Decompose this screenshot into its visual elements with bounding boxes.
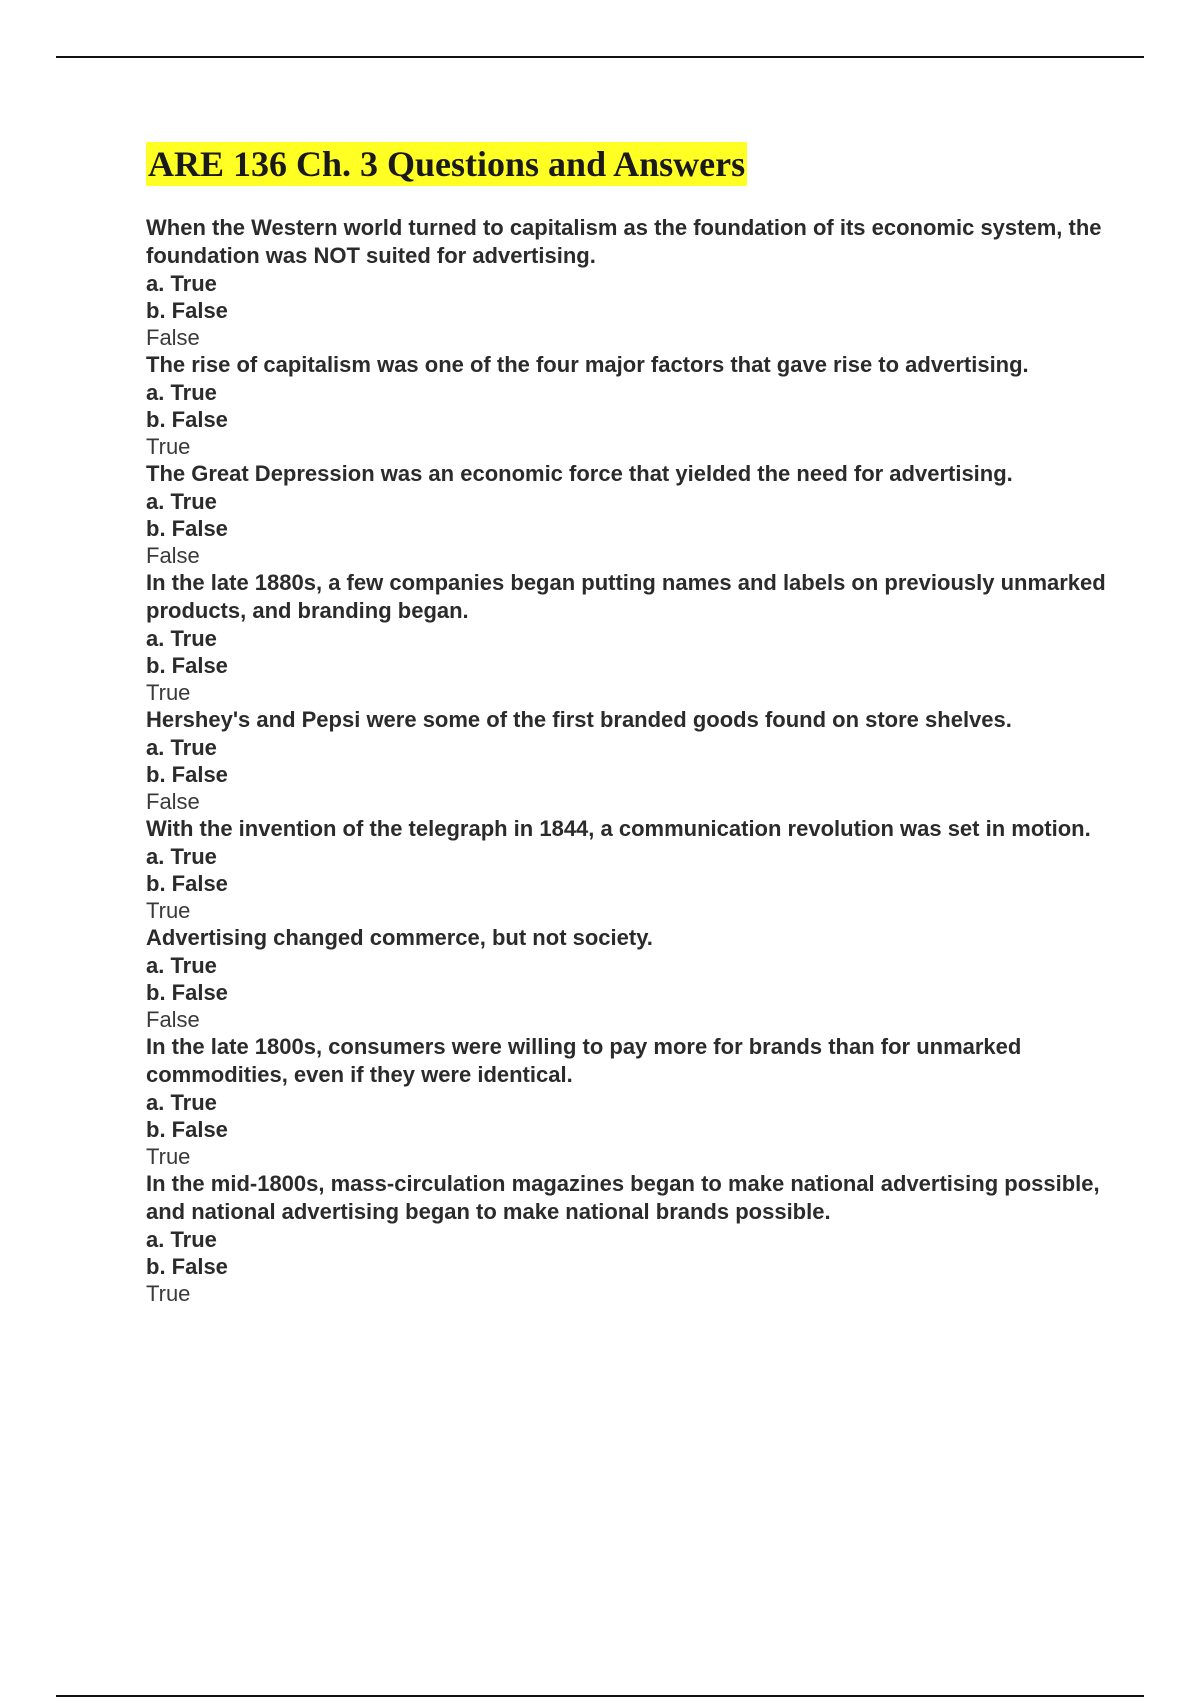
bottom-rule	[56, 1695, 1144, 1697]
question-text: In the mid-1800s, mass-circulation magazines began to make national advertising possible, and national advertising began to make national brands possible.	[146, 1171, 1100, 1224]
question-text: In the late 1880s, a few companies began putting names and labels on previously unmarked products, and branding began.	[146, 570, 1106, 623]
option-a: a. True	[146, 380, 217, 405]
option-b: b. False	[146, 653, 228, 678]
question-item	[146, 1170, 1106, 1307]
question-text: Advertising changed commerce, but not society.	[146, 925, 653, 950]
option-a: a. True	[146, 1227, 217, 1252]
question-text: When the Western world turned to capitalism as the foundation of its economic system, the foundation was NOT suited for advertising.	[146, 215, 1102, 268]
answer-text: True	[146, 1281, 191, 1306]
question-text: With the invention of the telegraph in 1844, a communication revolution was set in motion.	[146, 816, 1091, 841]
answer-text: True	[146, 680, 191, 705]
answer-text: False	[146, 543, 200, 568]
question-item	[146, 214, 1106, 351]
option-b: b. False	[146, 980, 228, 1005]
option-b: b. False	[146, 298, 228, 323]
answer-text: False	[146, 789, 200, 814]
option-a: a. True	[146, 626, 217, 651]
question-text: The rise of capitalism was one of the four major factors that gave rise to advertising.	[146, 352, 1029, 377]
answer-text: False	[146, 325, 200, 350]
question-text: Hershey's and Pepsi were some of the first branded goods found on store shelves.	[146, 707, 1012, 732]
option-b: b. False	[146, 871, 228, 896]
option-a: a. True	[146, 271, 217, 296]
answer-text: True	[146, 434, 191, 459]
question-item	[146, 460, 1106, 569]
option-a: a. True	[146, 953, 217, 978]
question-list	[146, 214, 1106, 1307]
answer-text: True	[146, 1144, 191, 1169]
answer-text: True	[146, 898, 191, 923]
answer-text: False	[146, 1007, 200, 1032]
question-item	[146, 351, 1106, 460]
top-rule	[56, 56, 1144, 58]
question-item	[146, 569, 1106, 706]
option-a: a. True	[146, 1090, 217, 1115]
question-item	[146, 815, 1106, 924]
question-item	[146, 1033, 1106, 1170]
document-body	[146, 142, 1106, 1307]
option-a: a. True	[146, 735, 217, 760]
option-a: a. True	[146, 844, 217, 869]
option-b: b. False	[146, 1117, 228, 1142]
question-text: In the late 1800s, consumers were willing to pay more for brands than for unmarked commodities, even if they were identical.	[146, 1034, 1022, 1087]
option-b: b. False	[146, 1254, 228, 1279]
document-title: ARE 136 Ch. 3 Questions and Answers	[148, 144, 746, 184]
option-b: b. False	[146, 762, 228, 787]
option-a: a. True	[146, 489, 217, 514]
question-item	[146, 924, 1106, 1033]
question-item	[146, 706, 1106, 815]
option-b: b. False	[146, 407, 228, 432]
question-text: The Great Depression was an economic force that yielded the need for advertising.	[146, 461, 1013, 486]
option-b: b. False	[146, 516, 228, 541]
